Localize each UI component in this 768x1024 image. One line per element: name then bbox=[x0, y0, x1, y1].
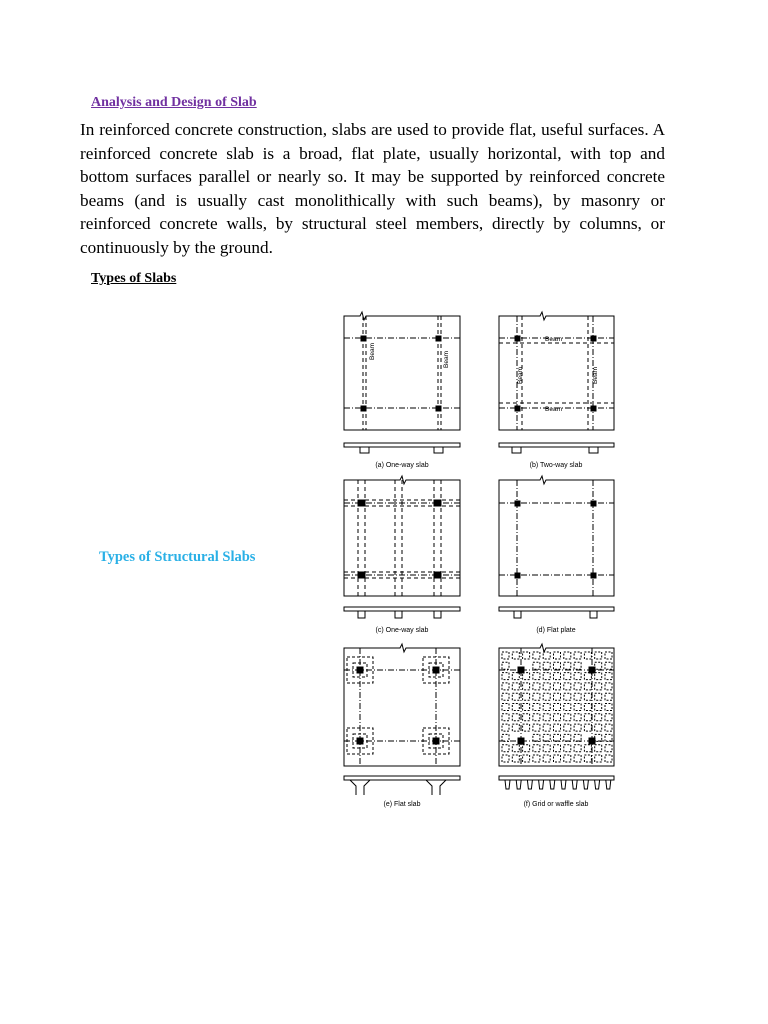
waffle-column bbox=[589, 738, 595, 744]
waffle-pocket bbox=[564, 714, 571, 721]
waffle-pocket bbox=[574, 683, 581, 690]
waffle-pocket bbox=[502, 683, 509, 690]
waffle-rib-section bbox=[527, 780, 532, 789]
waffle-pocket bbox=[554, 755, 561, 762]
waffle-pocket bbox=[523, 745, 530, 752]
waffle-pocket bbox=[584, 704, 591, 711]
waffle-pocket bbox=[533, 755, 540, 762]
waffle-pocket bbox=[554, 652, 561, 659]
waffle-pocket bbox=[523, 724, 530, 731]
waffle-pocket bbox=[512, 714, 519, 721]
waffle-pocket bbox=[595, 714, 602, 721]
waffle-column bbox=[589, 667, 595, 673]
waffle-rib-section bbox=[595, 780, 600, 789]
waffle-pocket bbox=[554, 704, 561, 711]
waffle-pocket bbox=[543, 704, 550, 711]
waffle-pocket bbox=[533, 683, 540, 690]
waffle-pocket bbox=[564, 693, 571, 700]
waffle-pocket bbox=[595, 652, 602, 659]
waffle-pocket bbox=[564, 704, 571, 711]
waffle-pocket bbox=[554, 693, 561, 700]
waffle-pocket bbox=[512, 683, 519, 690]
waffle-pocket bbox=[512, 745, 519, 752]
waffle-pocket bbox=[584, 673, 591, 680]
waffle-pocket bbox=[564, 662, 571, 669]
waffle-pocket bbox=[554, 745, 561, 752]
beam-label-b-left: Beam bbox=[517, 367, 524, 384]
slab-types-figure bbox=[300, 300, 640, 820]
waffle-pocket bbox=[605, 683, 612, 690]
waffle-pocket bbox=[595, 704, 602, 711]
waffle-pocket bbox=[512, 724, 519, 731]
waffle-pocket bbox=[502, 734, 509, 741]
waffle-pocket bbox=[605, 704, 612, 711]
waffle-pocket bbox=[564, 673, 571, 680]
waffle-pocket bbox=[595, 734, 602, 741]
waffle-pocket bbox=[502, 662, 509, 669]
waffle-pocket bbox=[554, 683, 561, 690]
waffle-pocket bbox=[584, 683, 591, 690]
waffle-pocket bbox=[564, 755, 571, 762]
panel-flat-plate-d bbox=[499, 476, 614, 618]
waffle-pocket bbox=[543, 662, 550, 669]
panel-one-way-slab-a bbox=[344, 312, 460, 453]
waffle-pocket bbox=[523, 704, 530, 711]
waffle-rib-section bbox=[539, 780, 544, 789]
waffle-rib-section bbox=[583, 780, 588, 789]
waffle-pocket bbox=[605, 714, 612, 721]
waffle-pocket bbox=[502, 724, 509, 731]
panel-one-way-slab-c bbox=[344, 476, 460, 618]
waffle-rib-section bbox=[572, 780, 577, 789]
waffle-pocket bbox=[523, 652, 530, 659]
beam-label-a1: Beam bbox=[369, 343, 376, 360]
waffle-pocket bbox=[595, 673, 602, 680]
waffle-pocket bbox=[543, 734, 550, 741]
waffle-pocket bbox=[533, 693, 540, 700]
waffle-pocket bbox=[595, 662, 602, 669]
waffle-pocket bbox=[533, 662, 540, 669]
waffle-pocket bbox=[512, 693, 519, 700]
waffle-rib-section bbox=[606, 780, 611, 789]
waffle-pocket bbox=[502, 673, 509, 680]
waffle-pocket bbox=[512, 704, 519, 711]
caption-flat-plate: (d) Flat plate bbox=[536, 627, 576, 634]
waffle-pocket bbox=[533, 704, 540, 711]
waffle-pocket bbox=[512, 755, 519, 762]
waffle-pocket bbox=[564, 745, 571, 752]
waffle-pocket bbox=[502, 704, 509, 711]
waffle-pocket bbox=[502, 652, 509, 659]
waffle-pocket bbox=[543, 745, 550, 752]
beam-label-b-right: Beam bbox=[592, 367, 599, 384]
waffle-pocket bbox=[605, 673, 612, 680]
waffle-pocket bbox=[595, 745, 602, 752]
waffle-pocket bbox=[564, 652, 571, 659]
waffle-pocket bbox=[605, 755, 612, 762]
panel-waffle-slab-f bbox=[499, 644, 614, 789]
waffle-pocket bbox=[523, 673, 530, 680]
waffle-pocket bbox=[512, 673, 519, 680]
waffle-pocket bbox=[584, 652, 591, 659]
waffle-pocket bbox=[605, 745, 612, 752]
waffle-pocket bbox=[543, 693, 550, 700]
waffle-pocket bbox=[574, 745, 581, 752]
waffle-pocket bbox=[574, 714, 581, 721]
waffle-pocket bbox=[543, 652, 550, 659]
beam-label-a2: Beam bbox=[443, 351, 450, 368]
caption-one-way-slab-a: (a) One-way slab bbox=[375, 462, 429, 469]
waffle-column bbox=[518, 667, 524, 673]
waffle-pocket bbox=[523, 755, 530, 762]
waffle-pocket bbox=[564, 734, 571, 741]
waffle-pocket bbox=[533, 724, 540, 731]
waffle-pocket bbox=[554, 724, 561, 731]
waffle-pocket bbox=[574, 704, 581, 711]
panel-flat-slab-e bbox=[344, 644, 460, 795]
caption-waffle-slab: (f) Grid or waffle slab bbox=[523, 801, 589, 808]
waffle-pocket bbox=[584, 755, 591, 762]
waffle-pocket bbox=[574, 724, 581, 731]
waffle-pocket bbox=[605, 693, 612, 700]
waffle-pocket bbox=[574, 755, 581, 762]
caption-two-way-slab: (b) Two-way slab bbox=[529, 462, 583, 469]
waffle-pocket bbox=[584, 745, 591, 752]
waffle-pocket bbox=[554, 734, 561, 741]
waffle-pocket bbox=[584, 714, 591, 721]
waffle-pocket bbox=[595, 693, 602, 700]
waffle-pocket bbox=[533, 745, 540, 752]
waffle-pocket bbox=[595, 755, 602, 762]
waffle-pocket bbox=[543, 673, 550, 680]
waffle-pocket bbox=[584, 724, 591, 731]
waffle-pocket bbox=[543, 683, 550, 690]
waffle-pocket bbox=[554, 673, 561, 680]
waffle-pocket bbox=[605, 662, 612, 669]
waffle-pocket bbox=[564, 683, 571, 690]
waffle-pocket bbox=[564, 724, 571, 731]
caption-one-way-slab-c: (c) One-way slab bbox=[375, 627, 429, 634]
waffle-pocket bbox=[574, 673, 581, 680]
waffle-pocket bbox=[554, 714, 561, 721]
intro-paragraph: In reinforced concrete construction, slabs are used to provide flat, useful surfaces. A reinforced concrete slab is a broad, flat plate, usually horizontal, with top and bottom surfaces parallel or nearly so. It may be supported by reinforced concrete beams (and is usually cast monolithically with such beams), by masonry or reinforced concrete walls, by structural steel members, directly by columns, or continuously by the ground. bbox=[80, 120, 665, 257]
waffle-pocket bbox=[574, 693, 581, 700]
waffle-pocket bbox=[574, 662, 581, 669]
waffle-pocket bbox=[502, 693, 509, 700]
waffle-pocket bbox=[523, 683, 530, 690]
waffle-pocket bbox=[605, 724, 612, 731]
waffle-pocket bbox=[574, 734, 581, 741]
waffle-pocket bbox=[543, 724, 550, 731]
waffle-pocket bbox=[502, 745, 509, 752]
waffle-pocket bbox=[533, 652, 540, 659]
waffle-pocket bbox=[502, 755, 509, 762]
waffle-pocket bbox=[533, 673, 540, 680]
waffle-pocket bbox=[543, 714, 550, 721]
waffle-rib-section bbox=[516, 780, 521, 789]
waffle-pocket bbox=[502, 714, 509, 721]
waffle-pocket bbox=[595, 683, 602, 690]
waffle-pocket bbox=[574, 652, 581, 659]
page-heading: Analysis and Design of Slab bbox=[91, 95, 257, 110]
beam-label-b-top: Beam bbox=[545, 336, 562, 343]
types-heading: Types of Slabs bbox=[91, 271, 177, 286]
waffle-pocket bbox=[543, 755, 550, 762]
waffle-pocket bbox=[512, 652, 519, 659]
waffle-pocket bbox=[523, 693, 530, 700]
waffle-rib-section bbox=[505, 780, 510, 789]
waffle-rib-section bbox=[550, 780, 555, 789]
caption-flat-slab: (e) Flat slab bbox=[383, 801, 421, 808]
waffle-column bbox=[518, 738, 524, 744]
waffle-pocket bbox=[584, 693, 591, 700]
waffle-rib-section bbox=[561, 780, 566, 789]
waffle-pocket bbox=[523, 714, 530, 721]
structural-slabs-label: Types of Structural Slabs bbox=[99, 549, 256, 565]
waffle-pocket bbox=[533, 734, 540, 741]
waffle-pocket bbox=[595, 724, 602, 731]
waffle-pocket bbox=[533, 714, 540, 721]
waffle-pocket bbox=[554, 662, 561, 669]
waffle-pocket bbox=[605, 652, 612, 659]
waffle-pocket bbox=[605, 734, 612, 741]
beam-label-b-bottom: Beam bbox=[545, 406, 562, 413]
